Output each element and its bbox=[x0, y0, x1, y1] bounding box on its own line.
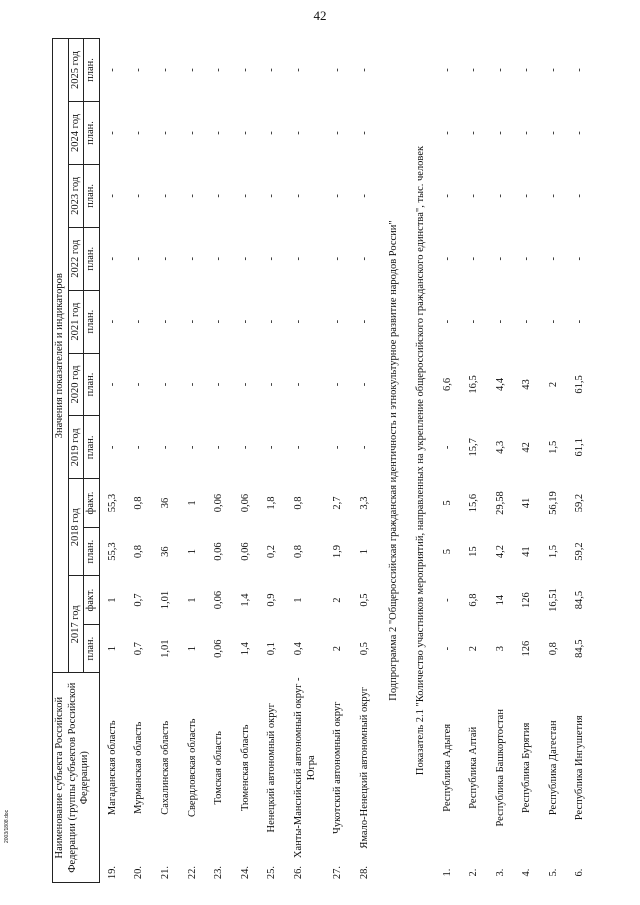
value-cell: 1,01 bbox=[159, 590, 171, 610]
value-cell: 84,5 bbox=[574, 639, 586, 658]
value-cell: - bbox=[292, 445, 304, 450]
value-cell: - bbox=[574, 68, 586, 72]
header-year: 2018 год bbox=[68, 479, 84, 576]
row-number: 5. bbox=[547, 868, 559, 877]
value-cell: - bbox=[213, 256, 225, 261]
table-row bbox=[99, 39, 126, 883]
value-cell: - bbox=[239, 68, 251, 72]
row-number: 23. bbox=[213, 866, 225, 880]
row-number: 25. bbox=[266, 866, 278, 880]
value-cell: - bbox=[574, 256, 586, 261]
value-cell: - bbox=[468, 194, 480, 198]
header-plan: план. bbox=[84, 527, 100, 576]
row-number: 28. bbox=[358, 866, 370, 880]
value-cell: 1,4 bbox=[239, 642, 251, 656]
value-cell: 41 bbox=[521, 497, 533, 509]
value-cell: - bbox=[159, 445, 171, 450]
value-cell: 3,3 bbox=[358, 496, 370, 510]
row-number: 2. bbox=[468, 868, 480, 877]
header-year: 2020 год bbox=[68, 353, 84, 416]
region-name: Свердловская область bbox=[186, 718, 198, 817]
table-header bbox=[53, 39, 100, 883]
value-cell: - bbox=[213, 445, 225, 450]
value-cell: - bbox=[332, 445, 344, 450]
row-number: 1. bbox=[441, 868, 453, 877]
value-cell: - bbox=[239, 256, 251, 261]
value-cell: - bbox=[441, 131, 453, 135]
header-plan: план. bbox=[84, 102, 100, 165]
value-cell: 0,06 bbox=[213, 590, 225, 610]
value-cell: 2 bbox=[468, 646, 480, 652]
value-cell: 1 bbox=[186, 500, 198, 506]
value-cell: - bbox=[441, 68, 453, 72]
value-cell: 0,5 bbox=[358, 593, 370, 607]
region-name: Республика Башкортостан bbox=[494, 709, 506, 827]
table-row bbox=[180, 39, 207, 883]
value-cell: 5 bbox=[441, 500, 453, 506]
value-cell: - bbox=[468, 256, 480, 261]
value-cell: - bbox=[292, 131, 304, 135]
value-cell: 29,58 bbox=[494, 491, 506, 515]
value-cell: 1,9 bbox=[332, 545, 344, 559]
value-cell: 1,5 bbox=[547, 545, 559, 559]
value-cell: 55,3 bbox=[106, 493, 118, 513]
value-cell: 4,4 bbox=[494, 377, 506, 392]
value-cell: - bbox=[574, 194, 586, 198]
value-cell: 4,3 bbox=[494, 440, 506, 454]
value-cell: 15 bbox=[468, 546, 480, 557]
value-cell: 0,8 bbox=[547, 642, 559, 656]
value-cell: - bbox=[494, 131, 506, 135]
value-cell: - bbox=[239, 382, 251, 387]
value-cell: - bbox=[292, 382, 304, 387]
table-row bbox=[153, 39, 180, 883]
value-cell: - bbox=[547, 131, 559, 135]
page-number: 42 bbox=[313, 8, 327, 23]
value-cell: - bbox=[213, 382, 225, 387]
value-cell: - bbox=[441, 598, 453, 602]
table-body-regions bbox=[99, 39, 378, 883]
table-body-subprogram bbox=[378, 39, 434, 883]
value-cell: - bbox=[574, 319, 586, 324]
value-cell: - bbox=[494, 194, 506, 198]
value-cell: - bbox=[521, 256, 533, 261]
value-cell: - bbox=[441, 445, 453, 450]
value-cell: - bbox=[106, 194, 118, 198]
value-cell: - bbox=[332, 194, 344, 198]
region-name: Республика Бурятия bbox=[521, 722, 533, 813]
value-cell: 1,8 bbox=[266, 496, 278, 510]
table-row bbox=[488, 39, 515, 883]
header-plan: план. bbox=[84, 164, 100, 227]
value-cell: 1 bbox=[186, 646, 198, 652]
value-cell: - bbox=[574, 131, 586, 135]
value-cell: - bbox=[106, 131, 118, 135]
value-cell: - bbox=[358, 194, 370, 198]
header-plan: план. bbox=[84, 416, 100, 479]
row-number: 3. bbox=[494, 868, 506, 877]
header-fact: факт. bbox=[84, 479, 100, 528]
value-cell: 0,1 bbox=[266, 642, 278, 656]
value-cell: 15,7 bbox=[468, 438, 480, 457]
value-cell: 2,7 bbox=[332, 496, 344, 510]
value-cell: 126 bbox=[521, 640, 533, 657]
region-name: Ненецкий автономный округ bbox=[266, 703, 278, 833]
row-number: 26. bbox=[292, 866, 304, 880]
value-cell: - bbox=[159, 131, 171, 135]
value-cell: - bbox=[239, 194, 251, 198]
region-name: Тюменская область bbox=[239, 724, 251, 812]
value-cell: 41 bbox=[521, 546, 533, 557]
value-cell: - bbox=[547, 68, 559, 72]
value-cell: 59,2 bbox=[574, 493, 586, 513]
value-cell: - bbox=[159, 382, 171, 387]
row-number: 27. bbox=[332, 866, 344, 880]
value-cell: - bbox=[159, 319, 171, 324]
table-row bbox=[259, 39, 286, 883]
region-name: Чукотский автономный округ bbox=[332, 701, 344, 834]
value-cell: - bbox=[266, 256, 278, 261]
table-row bbox=[461, 39, 488, 883]
value-cell: - bbox=[133, 445, 145, 450]
value-cell: - bbox=[239, 131, 251, 135]
value-cell: 126 bbox=[521, 592, 533, 608]
value-cell: 0,06 bbox=[239, 493, 251, 513]
header-plan: план. bbox=[84, 290, 100, 353]
table-row bbox=[352, 39, 379, 883]
value-cell: - bbox=[266, 68, 278, 72]
region-name: Ханты-Мансийский автономный округ - Югра bbox=[292, 677, 317, 859]
value-cell: - bbox=[266, 445, 278, 450]
header-name-col: Наименование субъекта Российской Федерации (группы субъектов Российской Федерации) bbox=[53, 673, 100, 883]
value-cell: - bbox=[521, 319, 533, 324]
header-year: 2017 год bbox=[68, 576, 84, 673]
table-row bbox=[206, 39, 233, 883]
region-name: Томская область bbox=[213, 731, 225, 805]
region-name: Сахалинская область bbox=[159, 720, 171, 815]
value-cell: - bbox=[468, 131, 480, 135]
header-year: 2024 год bbox=[68, 102, 84, 165]
value-cell: 1 bbox=[358, 548, 370, 555]
value-cell: - bbox=[494, 319, 506, 324]
value-cell: 36 bbox=[159, 497, 171, 509]
table-row bbox=[541, 39, 568, 883]
table-row bbox=[233, 39, 260, 883]
value-cell: - bbox=[133, 68, 145, 72]
value-cell: 4,2 bbox=[494, 545, 506, 559]
indicator-title: Показатель 2.1 "Количество участников мероприятий, направленных на укрепление общероссийского гражданского единства", тыс. человек bbox=[414, 145, 426, 776]
value-cell: - bbox=[213, 68, 225, 72]
value-cell: - bbox=[547, 194, 559, 198]
value-cell: - bbox=[106, 319, 118, 324]
value-cell: - bbox=[186, 382, 198, 387]
value-cell: - bbox=[213, 194, 225, 198]
indicator-table bbox=[52, 38, 594, 883]
table-row bbox=[567, 39, 594, 883]
region-name: Республика Ингушетия bbox=[574, 715, 586, 821]
value-cell: - bbox=[133, 131, 145, 135]
region-name: Ямало-Ненецкий автономный округ bbox=[358, 686, 370, 849]
header-year: 2022 год bbox=[68, 227, 84, 290]
value-cell: - bbox=[213, 319, 225, 324]
header-year: 2021 год bbox=[68, 290, 84, 353]
value-cell: 0,8 bbox=[292, 545, 304, 559]
value-cell: - bbox=[441, 256, 453, 261]
region-name: Республика Алтай bbox=[468, 726, 480, 809]
value-cell: 15,6 bbox=[468, 493, 480, 513]
value-cell: 43 bbox=[521, 379, 533, 390]
value-cell: 0,4 bbox=[292, 642, 304, 656]
value-cell: - bbox=[494, 256, 506, 261]
value-cell: - bbox=[186, 194, 198, 198]
row-number: 20. bbox=[133, 866, 145, 880]
value-cell: 0,2 bbox=[266, 545, 278, 559]
value-cell: 6,8 bbox=[468, 593, 480, 607]
value-cell: 1,4 bbox=[239, 593, 251, 607]
value-cell: 1,5 bbox=[547, 440, 559, 454]
value-cell: - bbox=[358, 131, 370, 135]
value-cell: - bbox=[547, 256, 559, 261]
value-cell: 0,7 bbox=[133, 642, 145, 656]
value-cell: - bbox=[358, 256, 370, 261]
value-cell: - bbox=[332, 319, 344, 324]
value-cell: - bbox=[239, 319, 251, 324]
value-cell: 1 bbox=[186, 548, 198, 555]
value-cell: 0,7 bbox=[133, 593, 145, 607]
row-number: 19. bbox=[106, 866, 118, 880]
value-cell: - bbox=[441, 646, 453, 651]
value-cell: 2 bbox=[332, 597, 344, 603]
header-year: 2019 год bbox=[68, 416, 84, 479]
value-cell: 16,5 bbox=[468, 375, 480, 394]
value-cell: 1 bbox=[186, 597, 198, 603]
value-cell: - bbox=[106, 68, 118, 72]
doc-id: 2003/1808.doc bbox=[4, 809, 10, 843]
value-cell: - bbox=[186, 256, 198, 261]
value-cell: - bbox=[266, 131, 278, 135]
region-name: Магаданская область bbox=[106, 720, 118, 816]
value-cell: - bbox=[441, 319, 453, 324]
value-cell: - bbox=[186, 131, 198, 135]
value-cell: - bbox=[358, 445, 370, 450]
value-cell: 5 bbox=[441, 548, 453, 555]
value-cell: - bbox=[159, 256, 171, 261]
value-cell: 0,06 bbox=[213, 639, 225, 658]
value-cell: - bbox=[133, 194, 145, 198]
value-cell: - bbox=[468, 319, 480, 324]
header-plan: план. bbox=[84, 353, 100, 416]
value-cell: - bbox=[468, 68, 480, 72]
row-number: 6. bbox=[574, 868, 586, 877]
rotated-table-wrapper bbox=[52, 38, 632, 883]
value-cell: 61,5 bbox=[574, 375, 586, 394]
table-row bbox=[514, 39, 541, 883]
row-number: 24. bbox=[239, 866, 251, 880]
subprogram-title: Подпрограмма 2 "Общероссийская гражданская идентичность и этнокультурное развитие народов России" bbox=[388, 220, 400, 701]
value-cell: 16,51 bbox=[547, 588, 559, 612]
value-cell: 56,19 bbox=[547, 491, 559, 515]
header-fact: факт. bbox=[84, 576, 100, 625]
value-cell: - bbox=[213, 131, 225, 135]
row-number: 21. bbox=[159, 866, 171, 880]
value-cell: 0,5 bbox=[358, 642, 370, 656]
value-cell: 2 bbox=[332, 646, 344, 652]
header-plan: план. bbox=[84, 624, 100, 673]
row-number: 22. bbox=[186, 866, 198, 880]
value-cell: - bbox=[266, 319, 278, 324]
value-cell: - bbox=[521, 131, 533, 135]
value-cell: - bbox=[186, 445, 198, 450]
header-values-group: Значения показателей и индикаторов bbox=[53, 39, 69, 673]
value-cell: - bbox=[133, 382, 145, 387]
value-cell: 1,01 bbox=[159, 639, 171, 658]
value-cell: 1 bbox=[292, 597, 304, 603]
region-name: Мурманская область bbox=[133, 721, 145, 814]
value-cell: 61,1 bbox=[574, 438, 586, 457]
value-cell: - bbox=[239, 445, 251, 450]
table-row bbox=[325, 39, 352, 883]
value-cell: - bbox=[266, 194, 278, 198]
value-cell: - bbox=[266, 382, 278, 387]
value-cell: 0,06 bbox=[213, 542, 225, 561]
value-cell: - bbox=[133, 256, 145, 261]
value-cell: - bbox=[133, 319, 145, 324]
value-cell: 14 bbox=[494, 594, 506, 606]
value-cell: 0,8 bbox=[292, 496, 304, 510]
value-cell: 0,06 bbox=[239, 542, 251, 561]
value-cell: 84,5 bbox=[574, 590, 586, 610]
value-cell: 0,8 bbox=[133, 545, 145, 559]
value-cell: 1 bbox=[106, 646, 118, 652]
header-year: 2023 год bbox=[68, 164, 84, 227]
row-number: 4. bbox=[521, 868, 533, 877]
value-cell: - bbox=[521, 68, 533, 72]
region-name: Республика Дагестан bbox=[547, 720, 559, 816]
value-cell: - bbox=[332, 131, 344, 135]
value-cell: - bbox=[106, 256, 118, 261]
value-cell: 59,2 bbox=[574, 542, 586, 561]
value-cell: - bbox=[106, 382, 118, 387]
table-body-republics bbox=[435, 39, 595, 883]
value-cell: - bbox=[292, 68, 304, 72]
value-cell: - bbox=[186, 319, 198, 324]
table-row bbox=[126, 39, 153, 883]
header-plan: план. bbox=[84, 39, 100, 102]
value-cell: 6,6 bbox=[441, 377, 453, 392]
table-row bbox=[286, 39, 325, 883]
value-cell: - bbox=[332, 382, 344, 387]
value-cell: - bbox=[292, 194, 304, 198]
value-cell: - bbox=[332, 256, 344, 261]
value-cell: 0,06 bbox=[213, 493, 225, 513]
header-year: 2025 год bbox=[68, 39, 84, 102]
value-cell: - bbox=[292, 319, 304, 324]
value-cell: - bbox=[494, 68, 506, 72]
value-cell: - bbox=[106, 445, 118, 450]
value-cell: - bbox=[521, 194, 533, 198]
value-cell: - bbox=[358, 382, 370, 387]
value-cell: - bbox=[547, 319, 559, 324]
value-cell: 36 bbox=[159, 546, 171, 557]
value-cell: - bbox=[441, 194, 453, 198]
value-cell: 0,9 bbox=[266, 593, 278, 607]
value-cell: - bbox=[358, 319, 370, 324]
value-cell: - bbox=[292, 256, 304, 261]
region-name: Республика Адыгея bbox=[441, 723, 453, 812]
value-cell: - bbox=[159, 194, 171, 198]
value-cell: 0,8 bbox=[133, 496, 145, 510]
value-cell: 1 bbox=[106, 597, 118, 603]
header-plan: план. bbox=[84, 227, 100, 290]
value-cell: - bbox=[358, 68, 370, 72]
table-row bbox=[435, 39, 462, 883]
value-cell: 42 bbox=[521, 442, 533, 453]
value-cell: 2 bbox=[547, 381, 559, 388]
value-cell: - bbox=[159, 68, 171, 72]
value-cell: - bbox=[332, 68, 344, 72]
value-cell: 55,3 bbox=[106, 542, 118, 561]
value-cell: 3 bbox=[494, 646, 506, 652]
value-cell: - bbox=[186, 68, 198, 72]
